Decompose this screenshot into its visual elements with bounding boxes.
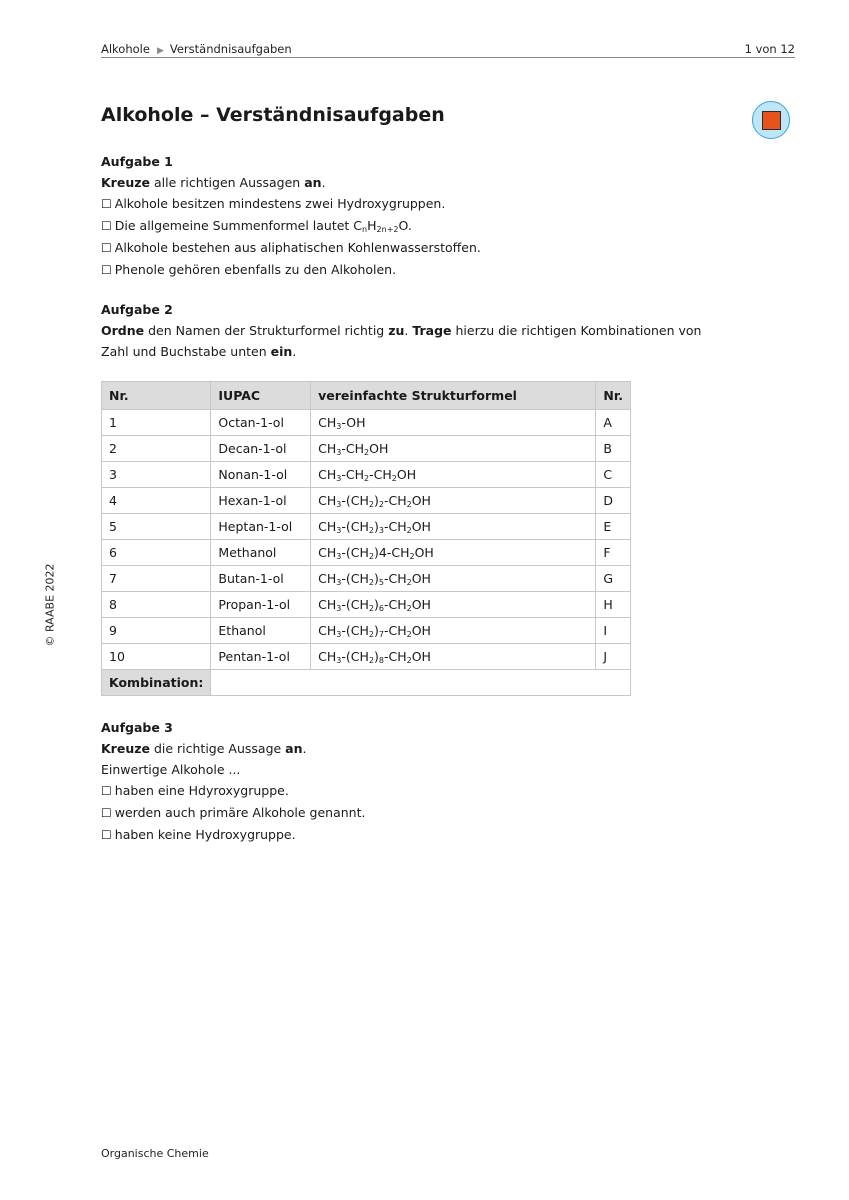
row-letter: C xyxy=(596,462,631,488)
row-formula xyxy=(311,436,596,462)
row-letter: I xyxy=(596,618,631,644)
formula-part: -(CH xyxy=(341,623,369,638)
formula-part: CH xyxy=(318,571,337,586)
subscript: n xyxy=(362,225,368,234)
row-iupac: Octan-1-ol xyxy=(211,410,311,436)
table-row xyxy=(102,618,631,644)
row-letter: A xyxy=(596,410,631,436)
instruction-text: . xyxy=(404,323,413,338)
subscript: 2 xyxy=(368,656,374,665)
formula-part: OH xyxy=(411,519,431,534)
subscript: 7 xyxy=(378,630,384,639)
row-iupac: Butan-1-ol xyxy=(211,566,311,592)
header-iupac: IUPAC xyxy=(211,382,311,410)
header-number: Nr. xyxy=(102,382,211,410)
row-formula xyxy=(311,644,596,670)
row-formula xyxy=(311,410,596,436)
subscript: 5 xyxy=(378,578,384,587)
formula-part: -(CH xyxy=(341,649,369,664)
formula-part: CH xyxy=(318,493,337,508)
formula-part: CH xyxy=(388,493,407,508)
table-row xyxy=(102,488,631,514)
task-1-option-3 xyxy=(101,237,481,259)
formula-part: CH xyxy=(318,545,337,560)
row-letter: E xyxy=(596,514,631,540)
formula-part: - xyxy=(383,623,389,638)
formula-part: CH xyxy=(388,623,407,638)
option-text: O. xyxy=(398,218,412,233)
formula-part: -(CH xyxy=(341,597,369,612)
formula-part: OH xyxy=(411,571,431,586)
option-text: Alkohole bestehen aus aliphatischen Kohlenwasserstoffen. xyxy=(114,240,481,255)
orange-square-level-icon xyxy=(752,101,790,139)
checkbox-icon[interactable]: ☐ xyxy=(101,219,112,233)
subscript: 2 xyxy=(406,526,412,535)
formula-part: CH xyxy=(318,441,337,456)
subscript: 6 xyxy=(378,604,384,613)
option-text: haben keine Hydroxygruppe. xyxy=(114,827,296,842)
formula-part: OH xyxy=(411,493,431,508)
subscript: 2 xyxy=(368,526,374,535)
row-formula xyxy=(311,618,596,644)
formula-part: -(CH xyxy=(341,519,369,534)
subscript: 2 xyxy=(368,552,374,561)
breadcrumb xyxy=(101,42,292,56)
table-header-row xyxy=(102,382,631,410)
formula-part: 4 xyxy=(378,545,387,560)
formula-part: - xyxy=(383,571,389,586)
table-row xyxy=(102,592,631,618)
checkbox-icon[interactable]: ☐ xyxy=(101,263,112,277)
row-formula xyxy=(311,566,596,592)
matching-table xyxy=(101,381,631,696)
page-title: Alkohole – Verständnisaufgaben xyxy=(101,104,445,126)
subscript: 2 xyxy=(406,656,412,665)
option-text: Die allgemeine Summenformel lautet C xyxy=(114,218,363,233)
row-number: 8 xyxy=(102,592,211,618)
subscript: 2 xyxy=(368,578,374,587)
task-1-option-1 xyxy=(101,193,481,215)
formula-part: OH xyxy=(369,441,389,456)
row-iupac: Decan-1-ol xyxy=(211,436,311,462)
row-letter: G xyxy=(596,566,631,592)
formula-part: ) xyxy=(373,649,379,664)
row-formula xyxy=(311,592,596,618)
row-number: 4 xyxy=(102,488,211,514)
formula-part: CH xyxy=(318,467,337,482)
formula-part: CH xyxy=(318,623,337,638)
subscript: 2 xyxy=(368,500,374,509)
row-number: 5 xyxy=(102,514,211,540)
formula-part: - xyxy=(341,467,346,482)
row-formula xyxy=(311,540,596,566)
row-formula xyxy=(311,514,596,540)
row-letter: D xyxy=(596,488,631,514)
subscript: 3 xyxy=(336,474,342,483)
header-letter: Nr. xyxy=(596,382,631,410)
instruction-text: hierzu die richtigen Kombinationen von xyxy=(451,323,702,338)
subscript: 2 xyxy=(406,604,412,613)
subscript: 2 xyxy=(409,552,415,561)
instruction-verb: zu xyxy=(388,323,405,338)
triangle-right-icon: ▶ xyxy=(156,46,164,56)
combination-answer-field[interactable] xyxy=(211,670,631,696)
formula-part: CH xyxy=(388,519,407,534)
task-3-option-1 xyxy=(101,780,365,802)
subscript: 3 xyxy=(336,630,342,639)
subscript: 2 xyxy=(391,474,397,483)
combination-label: Kombination: xyxy=(102,670,211,696)
row-number: 10 xyxy=(102,644,211,670)
task-3-instruction xyxy=(101,738,365,759)
table-row xyxy=(102,566,631,592)
formula-part: ) xyxy=(373,597,379,612)
subscript: 3 xyxy=(378,526,384,535)
row-iupac: Nonan-1-ol xyxy=(211,462,311,488)
formula-part: CH xyxy=(388,571,407,586)
task-1-option-2 xyxy=(101,215,481,237)
formula-part: - xyxy=(383,649,389,664)
formula-part: - xyxy=(383,597,389,612)
option-text: Phenole gehören ebenfalls zu den Alkoholen. xyxy=(114,262,397,277)
instruction-text: . xyxy=(292,344,297,359)
row-iupac: Propan-1-ol xyxy=(211,592,311,618)
breadcrumb-topic: Alkohole xyxy=(101,42,150,56)
row-iupac: Methanol xyxy=(211,540,311,566)
formula-part: CH xyxy=(388,597,407,612)
formula-part: - xyxy=(369,467,374,482)
table-row xyxy=(102,436,631,462)
formula-part: - xyxy=(341,441,346,456)
instruction-verb: Kreuze xyxy=(101,175,150,190)
formula-part: OH xyxy=(411,623,431,638)
breadcrumb-section: Verständnisaufgaben xyxy=(169,42,292,56)
subscript: 2 xyxy=(406,630,412,639)
formula-part: CH xyxy=(318,519,337,534)
formula-part: ) xyxy=(373,545,379,560)
checkbox-icon[interactable]: ☐ xyxy=(101,784,112,798)
table-row xyxy=(102,462,631,488)
task-1-instruction xyxy=(101,172,481,193)
instruction-text: . xyxy=(321,175,326,190)
subscript: 2 xyxy=(406,578,412,587)
instruction-verb: Kreuze xyxy=(101,741,150,756)
option-text: haben eine Hdyroxygruppe. xyxy=(114,783,289,798)
option-text: H xyxy=(367,218,377,233)
subscript: 2 xyxy=(364,448,370,457)
formula-part: CH xyxy=(388,649,407,664)
formula-part: OH xyxy=(414,545,434,560)
task-3-option-2 xyxy=(101,802,365,824)
row-letter: J xyxy=(596,644,631,670)
subscript: 2 xyxy=(378,500,384,509)
row-number: 6 xyxy=(102,540,211,566)
checkbox-icon[interactable]: ☐ xyxy=(101,828,112,842)
task-2-heading: Aufgabe 2 xyxy=(101,302,173,317)
instruction-text: . xyxy=(302,741,307,756)
subscript: 3 xyxy=(336,448,342,457)
formula-part: OH xyxy=(411,649,431,664)
page-header xyxy=(101,41,795,58)
row-number: 7 xyxy=(102,566,211,592)
formula-part: ) xyxy=(373,519,379,534)
page-footer: Organische Chemie xyxy=(101,1147,209,1160)
instruction-verb: an xyxy=(304,175,322,190)
formula-part: - xyxy=(383,519,389,534)
row-iupac: Ethanol xyxy=(211,618,311,644)
task-3-heading: Aufgabe 3 xyxy=(101,720,173,735)
combination-row xyxy=(102,670,631,696)
formula-part: ) xyxy=(373,623,379,638)
instruction-verb: ein xyxy=(270,344,293,359)
header-formula: vereinfachte Strukturformel xyxy=(311,382,596,410)
checkbox-icon[interactable]: ☐ xyxy=(101,806,112,820)
row-number: 3 xyxy=(102,462,211,488)
formula-part: OH xyxy=(411,597,431,612)
table-row xyxy=(102,514,631,540)
table-row xyxy=(102,644,631,670)
formula-part: CH xyxy=(318,649,337,664)
subscript: 2 xyxy=(368,604,374,613)
subscript: 8 xyxy=(378,656,384,665)
instruction-verb: Trage xyxy=(412,323,452,338)
formula-part: CH xyxy=(318,415,337,430)
subscript: 3 xyxy=(336,578,342,587)
task-2-instruction-line-2 xyxy=(101,341,701,362)
formula-part: CH xyxy=(373,467,392,482)
formula-part: CH xyxy=(345,467,365,482)
checkbox-icon[interactable]: ☐ xyxy=(101,241,112,255)
formula-part: CH xyxy=(318,597,337,612)
row-iupac: Pentan-1-ol xyxy=(211,644,311,670)
row-letter: F xyxy=(596,540,631,566)
formula-part: ) xyxy=(373,571,379,586)
instruction-text: die richtige Aussage xyxy=(149,741,286,756)
instruction-text: alle richtigen Aussagen xyxy=(149,175,305,190)
subscript: 3 xyxy=(336,604,342,613)
row-number: 1 xyxy=(102,410,211,436)
subscript: 3 xyxy=(336,552,342,561)
formula-part: -(CH xyxy=(341,493,369,508)
formula-part: -(CH xyxy=(341,545,369,560)
instruction-verb: Ordne xyxy=(101,323,145,338)
task-3-intro: Einwertige Alkohole ... xyxy=(101,762,241,777)
row-formula xyxy=(311,488,596,514)
instruction-verb: an xyxy=(285,741,303,756)
option-text: Alkohole besitzen mindestens zwei Hydroxygruppen. xyxy=(114,196,446,211)
row-iupac: Heptan-1-ol xyxy=(211,514,311,540)
task-3-option-3 xyxy=(101,824,365,846)
instruction-text: Zahl und Buchstabe unten xyxy=(101,344,271,359)
row-formula xyxy=(311,462,596,488)
formula-part: CH xyxy=(345,441,365,456)
subscript: 3 xyxy=(336,656,342,665)
task-1-heading: Aufgabe 1 xyxy=(101,154,173,169)
formula-part: -(CH xyxy=(341,571,369,586)
row-letter: B xyxy=(596,436,631,462)
formula-part: OH xyxy=(396,467,417,482)
table-row xyxy=(102,410,631,436)
formula-part: ) xyxy=(373,493,379,508)
square-icon xyxy=(762,111,781,130)
formula-part: - xyxy=(386,545,392,560)
checkbox-icon[interactable]: ☐ xyxy=(101,197,112,211)
task-3 xyxy=(101,717,365,846)
formula-part: CH xyxy=(391,545,410,560)
page-number: 1 von 12 xyxy=(744,42,795,56)
subscript: 2 xyxy=(406,500,412,509)
formula-part: -OH xyxy=(341,415,366,430)
instruction-text: den Namen der Strukturformel richtig xyxy=(144,323,389,338)
row-letter: H xyxy=(596,592,631,618)
subscript: 3 xyxy=(336,422,342,431)
task-2-instruction-line-1 xyxy=(101,320,701,341)
subscript: 2 xyxy=(364,474,370,483)
row-number: 9 xyxy=(102,618,211,644)
task-1-option-4 xyxy=(101,259,481,281)
table-row xyxy=(102,540,631,566)
row-number: 2 xyxy=(102,436,211,462)
copyright-notice: © RAABE 2022 xyxy=(43,563,57,647)
task-1 xyxy=(101,151,481,281)
subscript: 2n+2 xyxy=(376,225,399,234)
option-text: werden auch primäre Alkohole genannt. xyxy=(114,805,366,820)
subscript: 2 xyxy=(368,630,374,639)
subscript: 3 xyxy=(336,526,342,535)
subscript: 3 xyxy=(336,500,342,509)
row-iupac: Hexan-1-ol xyxy=(211,488,311,514)
task-2 xyxy=(101,299,701,362)
formula-part: - xyxy=(383,493,389,508)
